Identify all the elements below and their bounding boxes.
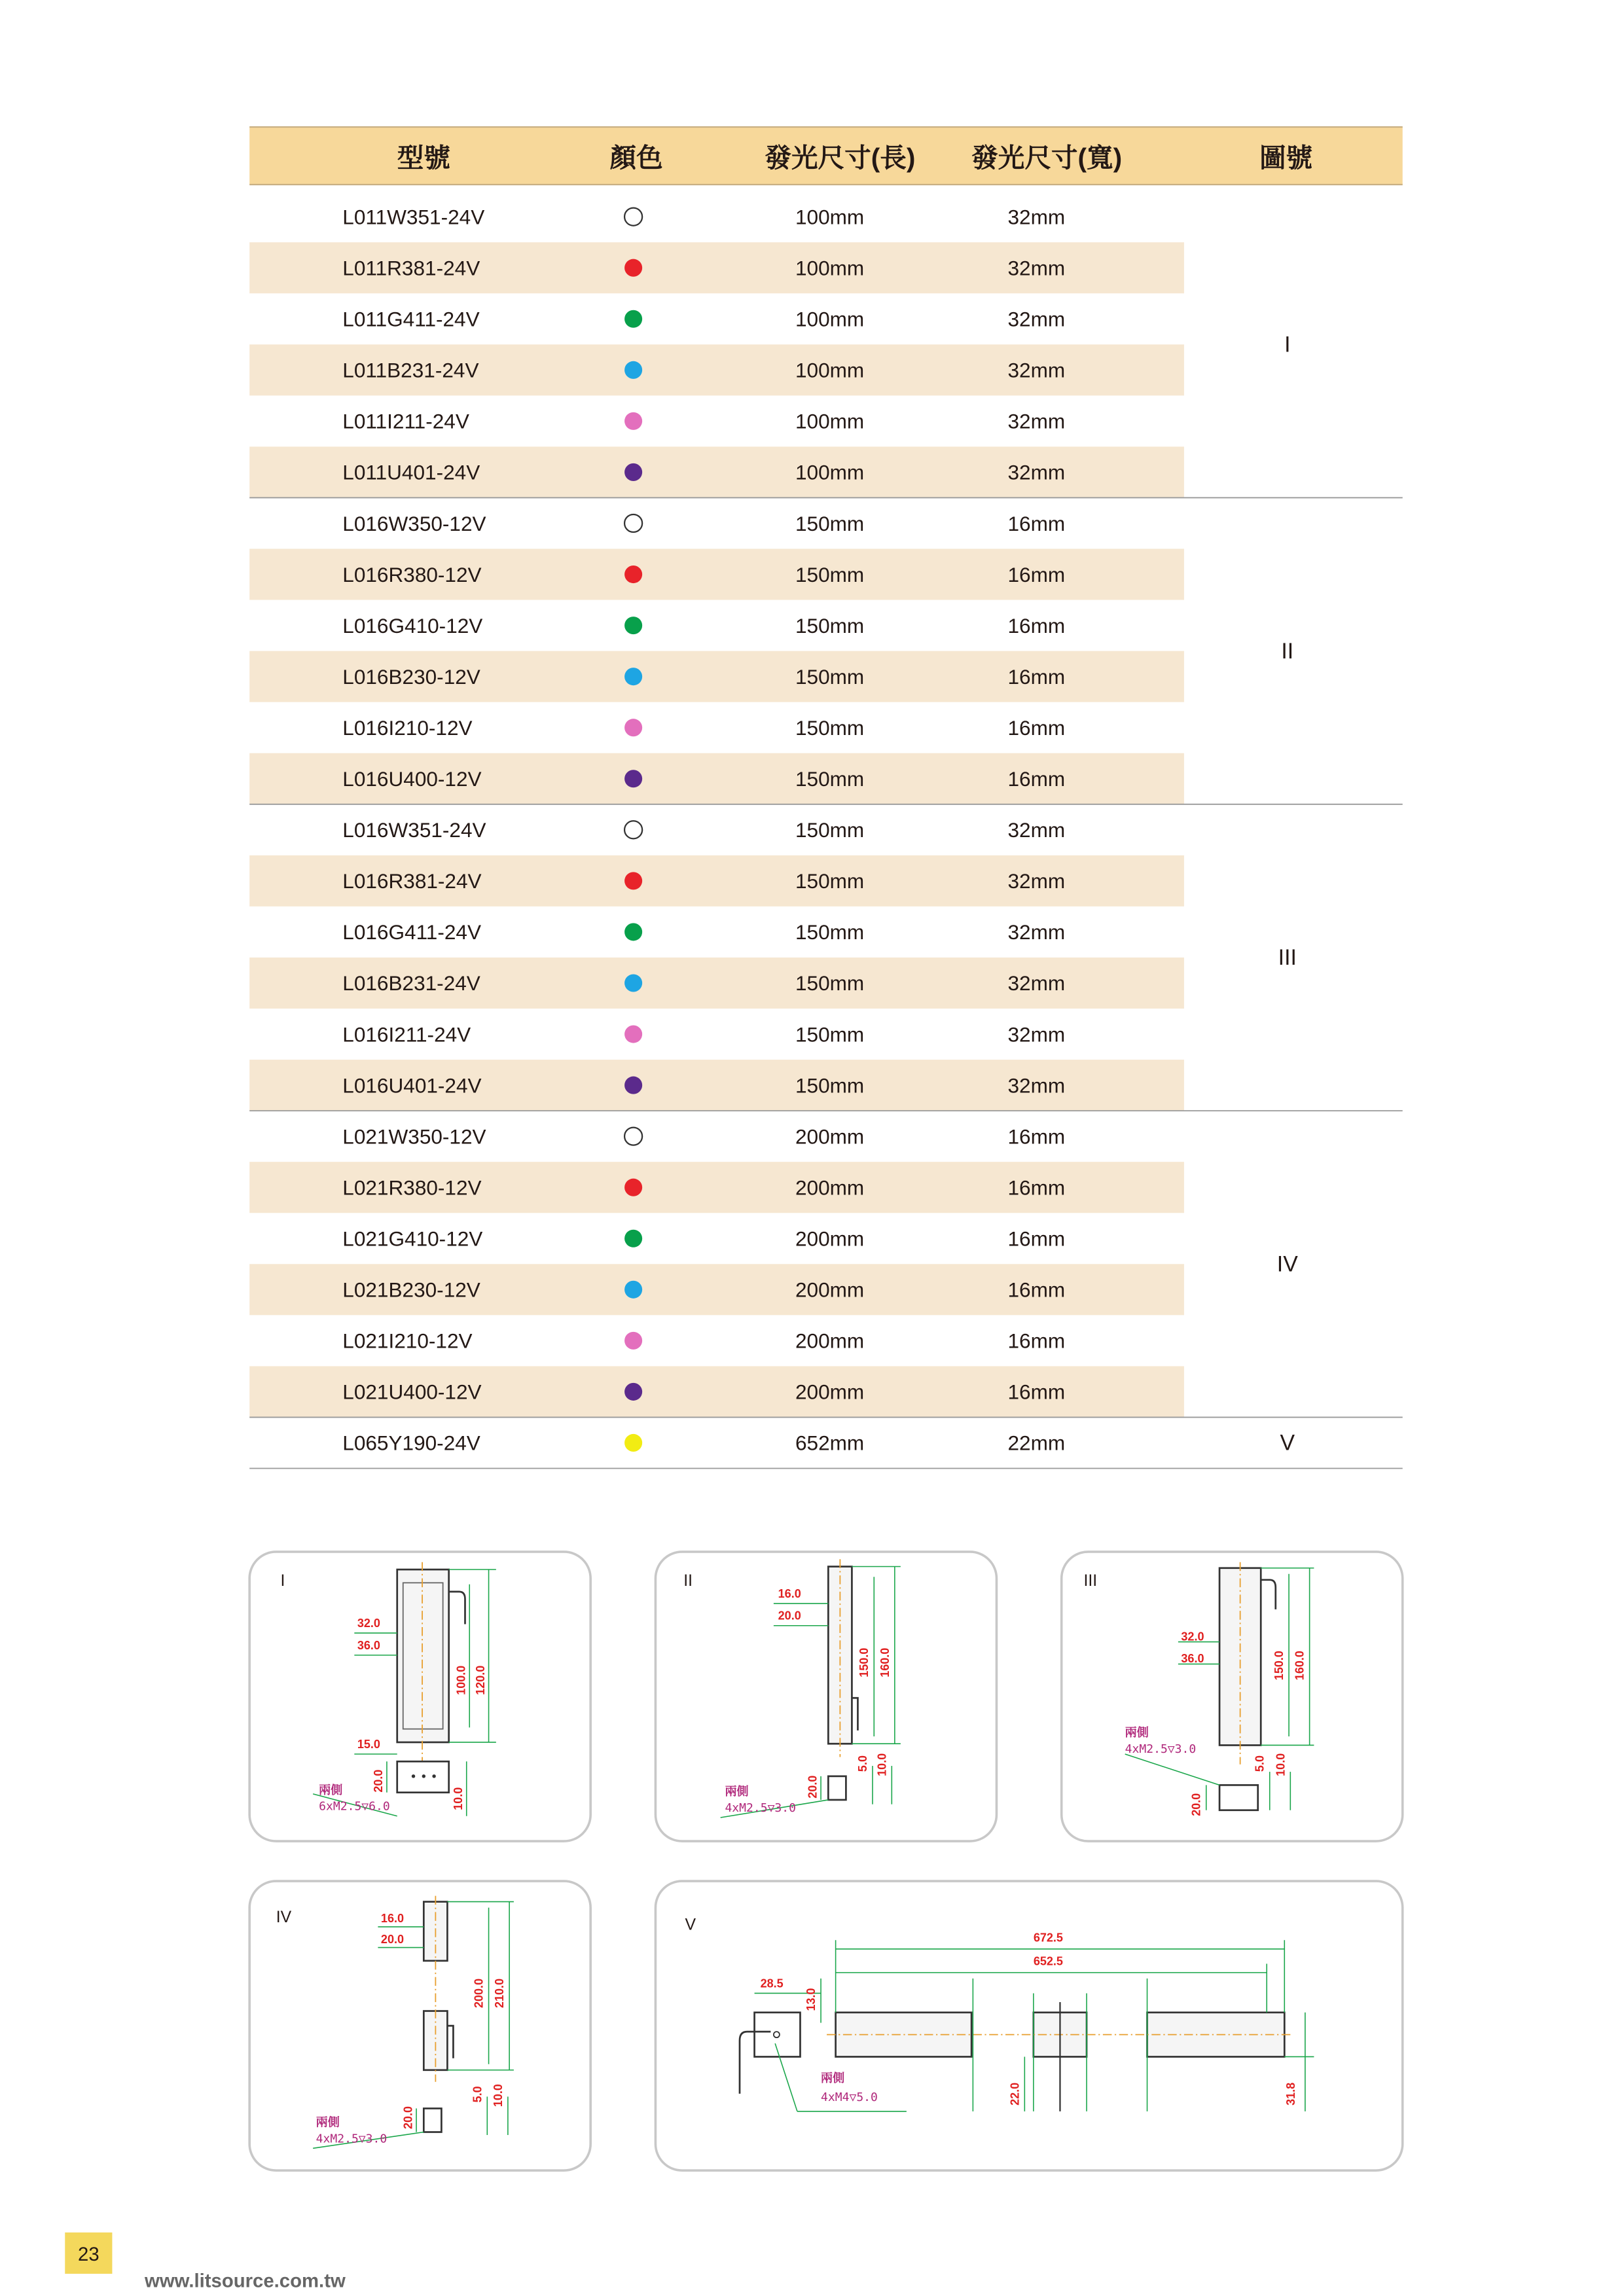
drawing-iii-dim-6: 10.0 (1274, 1753, 1288, 1776)
color-dot-red (624, 872, 642, 889)
drawing-iv (276, 1896, 514, 2149)
drawing-i-label: I (280, 1571, 285, 1590)
cell-width: 22mm (1007, 1431, 1066, 1455)
drawing-v-label: V (685, 1916, 696, 1934)
color-dot-violet (624, 1077, 642, 1094)
drawing-iv-dim-6: 5.0 (471, 2086, 484, 2103)
cell-length: 150mm (795, 971, 865, 996)
cell-model: L011U401-24V (342, 460, 480, 484)
drawing-ii-dim-7: 10.0 (875, 1753, 889, 1776)
cell-width: 16mm (1007, 511, 1066, 535)
cell-width: 16mm (1007, 1124, 1066, 1149)
cell-width: 32mm (1007, 256, 1066, 280)
color-dot-white (624, 1128, 642, 1145)
drawing-ii-note-title: 兩側 (725, 1785, 749, 1799)
cell-figure: I (1284, 332, 1291, 357)
drawing-iii-dim-5: 5.0 (1253, 1755, 1267, 1772)
cell-width: 32mm (1007, 869, 1066, 893)
color-dot-green (624, 617, 642, 634)
cell-width: 32mm (1007, 460, 1066, 484)
color-dot-violet (624, 463, 642, 481)
drawing-i-dim-3: 100.0 (454, 1665, 468, 1695)
color-dot-white (624, 514, 642, 532)
drawing-iv-dim-4: 210.0 (493, 1978, 507, 2009)
drawing-i-dim-6: 20.0 (372, 1769, 386, 1793)
cell-length: 150mm (795, 511, 865, 535)
drawing-v-note-spec: 4xM4▽5.0 (821, 2090, 878, 2105)
cell-model: L016B231-24V (342, 971, 480, 996)
cell-figure: II (1281, 638, 1294, 664)
cell-length: 150mm (795, 715, 865, 740)
cell-model: L016W350-12V (342, 511, 486, 535)
header-color: 顏色 (609, 142, 663, 173)
cell-width: 16mm (1007, 715, 1066, 740)
cell-length: 150mm (795, 869, 865, 893)
color-dot-pink (624, 719, 642, 736)
website-url[interactable]: www.litsource.com.tw (145, 2270, 346, 2292)
cell-length: 652mm (795, 1431, 865, 1455)
cell-width: 16mm (1007, 767, 1066, 791)
color-dot-white (624, 208, 642, 226)
cell-width: 32mm (1007, 971, 1066, 996)
cell-length: 150mm (795, 767, 865, 791)
cell-width: 32mm (1007, 358, 1066, 382)
cell-length: 200mm (795, 1329, 865, 1353)
cell-width: 16mm (1007, 613, 1066, 637)
color-dot-green (624, 923, 642, 941)
cell-length: 150mm (795, 613, 865, 637)
drawing-iv-dim-1: 16.0 (380, 1912, 405, 1926)
cell-model: L016I210-12V (342, 715, 473, 740)
cell-length: 100mm (795, 256, 865, 280)
cell-model: L021B230-12V (342, 1278, 480, 1302)
cell-length: 150mm (795, 818, 865, 842)
cell-width: 32mm (1007, 1022, 1066, 1047)
cell-length: 150mm (795, 920, 865, 944)
cell-width: 16mm (1007, 1380, 1066, 1404)
cell-model: L011B231-24V (342, 358, 479, 382)
drawing-v-dim-5: 22.0 (1008, 2082, 1022, 2106)
cell-length: 100mm (795, 205, 865, 229)
color-dot-pink (624, 1332, 642, 1350)
cell-width: 32mm (1007, 1073, 1066, 1098)
cell-model: L021U400-12V (342, 1380, 482, 1404)
cell-length: 100mm (795, 358, 865, 382)
drawing-iii-side-view (1219, 1785, 1258, 1810)
color-dot-blue (624, 361, 642, 379)
drawing-ii-dim-2: 20.0 (778, 1609, 801, 1623)
cell-width: 16mm (1007, 562, 1066, 586)
cell-model: L011W351-24V (342, 205, 485, 229)
cell-figure: V (1280, 1430, 1295, 1456)
drawing-iii-note-spec: 4xM2.5▽3.0 (1125, 1742, 1197, 1756)
cell-width: 32mm (1007, 409, 1066, 433)
drawing-v-dim-1: 672.5 (1033, 1931, 1063, 1945)
drawing-i (281, 1562, 496, 1816)
drawing-ii-dim-6: 5.0 (856, 1755, 869, 1772)
drawing-iv-cable (447, 2026, 453, 2058)
cell-model: L021W350-12V (342, 1124, 486, 1149)
cell-width: 16mm (1007, 1175, 1066, 1200)
color-dot-white (624, 821, 642, 838)
drawing-i-note-spec: 6xM2.5▽6.0 (319, 1799, 390, 1814)
cell-model: L016I211-24V (342, 1022, 471, 1047)
cell-model: L021I210-12V (342, 1329, 473, 1353)
drawing-ii-dim-4: 160.0 (878, 1647, 892, 1677)
cell-width: 16mm (1007, 1227, 1066, 1251)
cell-model: L016W351-24V (342, 818, 486, 842)
cell-model: L011G411-24V (342, 307, 480, 331)
cell-length: 200mm (795, 1175, 865, 1200)
color-dot-blue (624, 1281, 642, 1299)
drawing-iv-dim-2: 20.0 (380, 1932, 405, 1946)
cell-model: L021R380-12V (342, 1175, 482, 1200)
drawing-i-dim-1: 32.0 (357, 1617, 380, 1630)
cell-length: 150mm (795, 664, 865, 689)
color-dot-green (624, 1230, 642, 1247)
drawing-iv-side-view (424, 2108, 441, 2132)
drawing-v-dim-6: 31.8 (1284, 2082, 1298, 2106)
cell-model: L016B230-12V (342, 664, 480, 689)
cell-length: 150mm (795, 1022, 865, 1047)
drawing-iv-note-title: 兩側 (316, 2115, 340, 2129)
page-number: 23 (78, 2243, 99, 2265)
cell-figure: IV (1276, 1251, 1298, 1277)
header-width: 發光尺寸(寬) (971, 142, 1123, 173)
drawing-v-note-title: 兩側 (821, 2071, 845, 2085)
drawing-v (685, 1916, 1314, 2111)
drawing-iii (1084, 1562, 1314, 1816)
color-dot-red (624, 1179, 642, 1196)
color-dot-violet (624, 1383, 642, 1401)
cell-width: 16mm (1007, 664, 1066, 689)
drawing-v-dim-2: 652.5 (1033, 1954, 1063, 1968)
cell-length: 100mm (795, 460, 865, 484)
cell-length: 200mm (795, 1227, 865, 1251)
color-dot-pink (624, 1025, 642, 1043)
drawing-ii-dim-1: 16.0 (778, 1587, 801, 1600)
drawing-i-note-title: 兩側 (319, 1783, 343, 1797)
cell-length: 200mm (795, 1278, 865, 1302)
drawing-i-dim-7: 10.0 (451, 1787, 465, 1810)
drawing-panel-iv (249, 1881, 590, 2170)
drawing-v-dim-4: 13.0 (804, 1988, 818, 2011)
drawing-v-dim-3: 28.5 (760, 1977, 784, 1990)
drawing-iii-cable (1261, 1580, 1276, 1609)
drawing-iii-dim-2: 36.0 (1181, 1652, 1204, 1666)
cell-width: 32mm (1007, 818, 1066, 842)
cell-width: 16mm (1007, 1329, 1066, 1353)
drawing-ii-label: II (683, 1571, 693, 1590)
header-model: 型號 (397, 142, 450, 173)
drawing-iv-dim-7: 10.0 (491, 2084, 505, 2108)
cell-model: L021G410-12V (342, 1227, 483, 1251)
color-dot-red (624, 259, 642, 277)
drawing-i-body (397, 1570, 449, 1742)
cell-model: L065Y190-24V (342, 1431, 480, 1455)
color-dot-green (624, 310, 642, 328)
color-dot-violet (624, 770, 642, 787)
cell-width: 16mm (1007, 1278, 1066, 1302)
cell-model: L016G411-24V (342, 920, 482, 944)
color-dot-blue (624, 974, 642, 992)
drawing-iii-label: III (1083, 1571, 1098, 1590)
cell-length: 150mm (795, 1073, 865, 1098)
drawing-panel-ii (655, 1552, 996, 1841)
drawing-ii-side-view (828, 1776, 846, 1800)
header-length: 發光尺寸(長) (765, 142, 916, 173)
color-dot-red (624, 565, 642, 583)
cell-length: 200mm (795, 1124, 865, 1149)
drawing-iii-dim-4: 160.0 (1293, 1651, 1307, 1681)
drawing-i-dim-5: 15.0 (357, 1737, 380, 1751)
cell-model: L016U401-24V (342, 1073, 482, 1098)
cell-width: 32mm (1007, 307, 1066, 331)
cell-model: L016G410-12V (342, 613, 483, 637)
drawing-iii-note-title: 兩側 (1125, 1725, 1149, 1739)
drawing-ii (683, 1559, 901, 1818)
cell-length: 100mm (795, 409, 865, 433)
cell-length: 150mm (795, 562, 865, 586)
drawing-ii-dim-5: 20.0 (806, 1775, 820, 1799)
drawing-iv-dim-5: 20.0 (401, 2106, 415, 2130)
cell-model: L016U400-12V (342, 767, 482, 791)
drawing-iii-dim-3: 150.0 (1272, 1651, 1286, 1681)
color-dot-pink (624, 412, 642, 430)
drawing-iii-dim-1: 32.0 (1181, 1630, 1204, 1643)
drawing-iv-note-spec: 4xM2.5▽3.0 (316, 2132, 388, 2146)
drawing-iv-label: IV (276, 1909, 292, 1927)
cell-length: 200mm (795, 1380, 865, 1404)
drawing-i-cable (449, 1592, 465, 1624)
cell-width: 32mm (1007, 205, 1066, 229)
drawing-iv-dim-3: 200.0 (472, 1978, 486, 2009)
drawing-ii-note-spec: 4xM2.5▽3.0 (725, 1801, 797, 1815)
color-dot-yellow (624, 1434, 642, 1452)
drawing-iii-dim-7: 20.0 (1189, 1793, 1203, 1816)
drawing-v-body-3 (1147, 2013, 1285, 2057)
color-dot-blue (624, 668, 642, 685)
cell-figure: III (1278, 945, 1297, 971)
drawing-i-dim-4: 120.0 (473, 1665, 487, 1695)
cell-model: L016R381-24V (342, 869, 482, 893)
cell-model: L016R380-12V (342, 562, 482, 586)
header-figure: 圖號 (1259, 142, 1313, 173)
cell-length: 100mm (795, 307, 865, 331)
spec-table-body (249, 205, 1403, 1468)
drawing-ii-dim-3: 150.0 (857, 1647, 871, 1677)
cell-model: L011I211-24V (342, 409, 469, 433)
cell-width: 32mm (1007, 920, 1066, 944)
cell-model: L011R381-24V (342, 256, 480, 280)
drawing-i-dim-2: 36.0 (357, 1638, 380, 1652)
